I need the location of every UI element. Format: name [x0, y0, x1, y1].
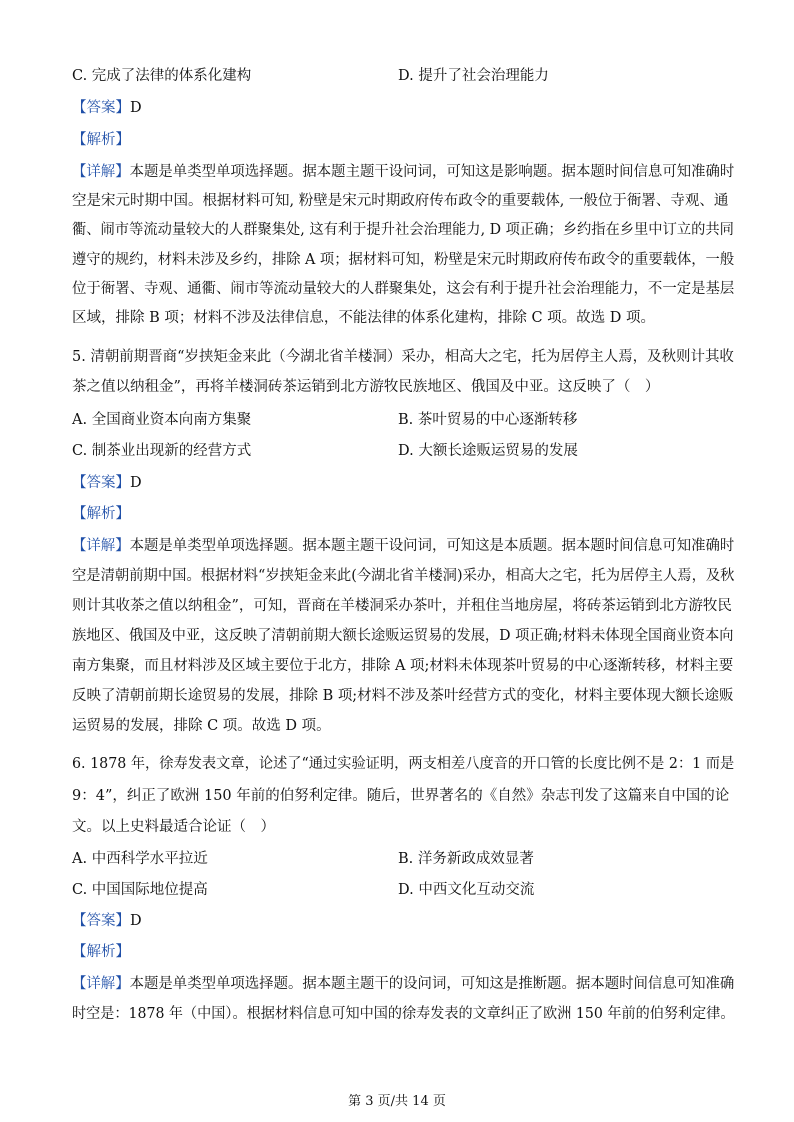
q5-answer — [72, 473, 142, 493]
q6-detail-line-2: 时空是：1878 年（中国）。根据材料信息可知中国的徐寿发表的文章纠正了欧洲 150 年前的伯努利定律。 — [72, 1006, 735, 1022]
q6-option-b: B. 洋务新政成效显著 — [398, 851, 534, 867]
q6-option-d: D. 中西文化互动交流 — [398, 882, 535, 898]
q5-detail-line-7: 运贸易的发展，排除 C 项。故选 D 项。 — [72, 718, 331, 734]
detail-text: 本题是单类型单项选择题。据本题主题干设问词，可知这是本质题。据本题时间信息可知准确时 — [129, 538, 735, 554]
q5-option-a: A. 全国商业资本向南方集聚 — [72, 412, 252, 428]
detail-text: 本题是单类型单项选择题。据本题主题干的设问词，可知这是推断题。据本题时间信息可知准确 — [129, 976, 735, 992]
answer-tag: 【答案】 — [72, 913, 130, 929]
q6-answer — [72, 911, 142, 931]
q4-answer — [72, 98, 142, 118]
q6-option-c: C. 中国国际地位提高 — [72, 882, 208, 898]
answer-value: D — [130, 475, 142, 491]
q5-detail-line-4: 族地区、俄国及中亚，这反映了清朝前期大额长途贩运贸易的发展，D 项正确;材料未体现全国商业资本向 — [72, 628, 734, 644]
answer-tag: 【答案】 — [72, 475, 130, 491]
q4-detail-line-2: 空是宋元时期中国。根据材料可知, 粉壁是宋元时期政府传布政令的重要载体, 一般位于衙署、寺观、通 — [72, 193, 729, 209]
q5-option-d: D. 大额长途贩运贸易的发展 — [398, 443, 578, 459]
answer-value: D — [130, 913, 142, 929]
q5-stem-line-1: 5. 清朝前期晋商“岁挟矩金来此（今湖北省羊楼洞）采办，相高大之宅，托为居停主人焉，及秋则计其收 — [72, 349, 734, 365]
detail-text: 本题是单类型单项选择题。据本题主题干设问词，可知这是影响题。据本题时间信息可知准确时 — [129, 164, 735, 180]
q5-detail-line-6: 反映了清朝前期长途贸易的发展，排除 B 项;材料不涉及茶叶经营方式的变化，材料主要体现大额长途贩 — [72, 688, 734, 704]
answer-tag: 【答案】 — [72, 100, 130, 116]
answer-value: D — [130, 100, 142, 116]
q5-analysis-tag: 【解析】 — [72, 506, 130, 522]
q4-detail-line-6: 区域，排除 B 项；材料不涉及法律信息，不能法律的体系化建构，排除 C 项。故选 D 项。 — [72, 310, 656, 326]
q5-detail-line-3: 则计其收茶之值以纳租金”，可知，晋商在羊楼洞采办茶叶，并租住当地房屋，将砖茶运销到北方游牧民 — [72, 598, 732, 614]
page-footer: 第 3 页/共 14 页 — [348, 1094, 446, 1109]
q6-stem-line-2: 9：4”，纠正了欧洲 150 年前的伯努利定律。随后，世界著名的《自然》杂志刊发了这篇来自中国的论 — [72, 788, 730, 804]
q6-stem-line-1: 6. 1878 年，徐寿发表文章，论述了“通过实验证明，两支相差八度音的开口管的长度比例不是 2：1 而是 — [72, 756, 735, 772]
detail-tag: 【详解】 — [72, 164, 130, 180]
q4-analysis-tag: 【解析】 — [72, 132, 130, 148]
q5-option-b: B. 茶叶贸易的中心逐渐转移 — [398, 412, 578, 428]
detail-tag: 【详解】 — [72, 976, 130, 992]
q4-detail-line-4: 遵守的规约，材料未涉及乡约，排除 A 项；据材料可知，粉壁是宋元时期政府传布政令的重要载体，一般 — [72, 252, 735, 268]
q4-detail-line-5: 位于衙署、寺观、通衢、闹市等流动量较大的人群聚集处，这会有利于提升社会治理能力，不一定是基层 — [72, 281, 735, 297]
q5-detail-line-1 — [72, 536, 734, 556]
q6-option-a: A. 中西科学水平拉近 — [72, 851, 208, 867]
q5-detail-line-5: 南方集聚，而且材料涉及区域主要位于北方，排除 A 项;材料未体现茶叶贸易的中心逐渐转移，材料主要 — [72, 658, 734, 674]
q6-analysis-tag: 【解析】 — [72, 944, 130, 960]
q4-option-c: C. 完成了法律的体系化建构 — [72, 68, 252, 84]
q4-detail-line-3: 衢、闹市等流动量较大的人群聚集处, 这有利于提升社会治理能力, D 项正确；乡约指在乡里中订立的共同 — [72, 222, 734, 238]
q6-detail-line-1 — [72, 974, 734, 994]
q5-stem-line-2: 茶之值以纳租金”，再将羊楼洞砖茶运销到北方游牧民族地区、俄国及中亚。这反映了（ ） — [72, 379, 660, 395]
detail-tag: 【详解】 — [72, 538, 130, 554]
q5-option-c: C. 制茶业出现新的经营方式 — [72, 443, 252, 459]
q5-detail-line-2: 空是清朝前期中国。根据材料“岁挟矩金来此(今湖北省羊楼洞)采办，相高大之宅，托为居停主人焉，及秋 — [72, 568, 735, 584]
q4-detail-line-1 — [72, 162, 734, 182]
q6-stem-line-3: 文。以上史料最适合论证（ ） — [72, 819, 275, 835]
q4-option-d: D. 提升了社会治理能力 — [398, 68, 549, 84]
